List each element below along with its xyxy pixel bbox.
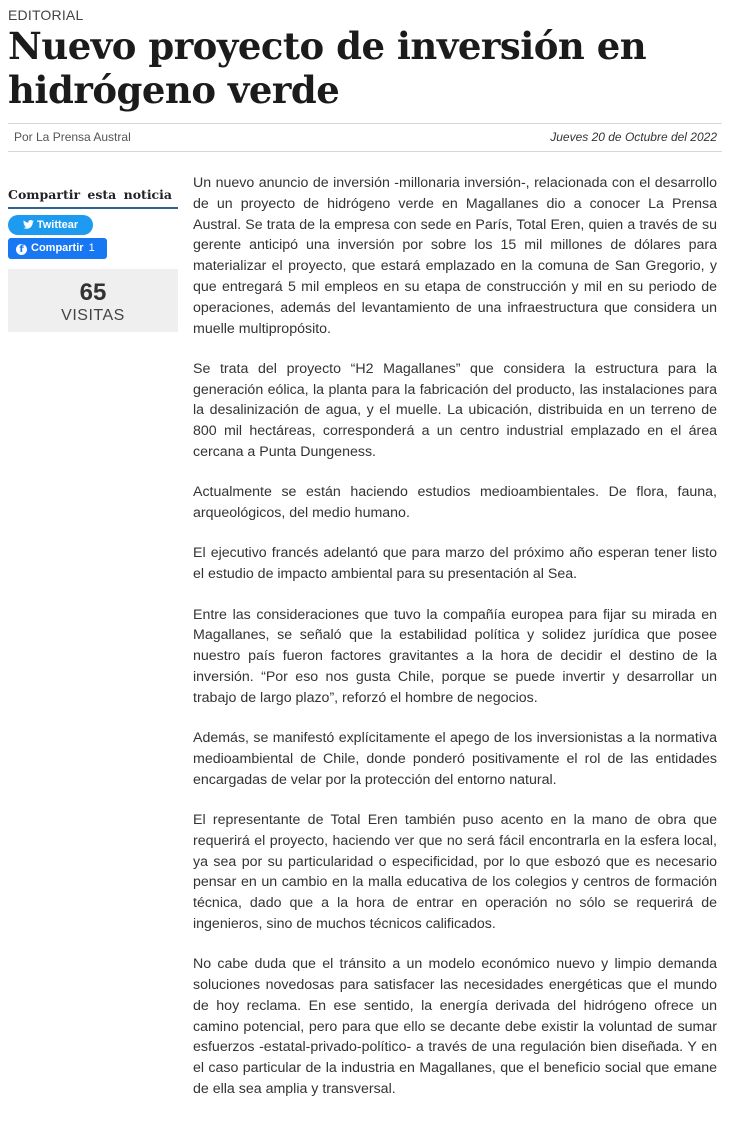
section-label[interactable]: EDITORIAL	[8, 7, 84, 23]
facebook-share-count: 1	[88, 242, 95, 254]
facebook-icon: f	[16, 244, 27, 255]
article-paragraph: Un nuevo anuncio de inversión -millonaria inversión-, relacionada con el desarrollo de un proyecto de hidrógeno verde en Magallanes dio a conocer La Prensa Austral. Se trata de la empresa con sede en París, Total Eren, quien a través de su gerente anticipó una inversión por sobre los 15 mil millones de dólares para materializar el proyecto, que estará emplazado en la comuna de San Gregorio, y que entregará 5 mil empleos en su etapa de construcción y mil en su periodo de operaciones, además del levantamiento de una infraestructura que considera un muelle multipropósito.	[193, 175, 717, 337]
twitter-bird-icon	[23, 220, 34, 229]
header-divider-top	[8, 123, 722, 124]
visits-count: 65	[79, 279, 107, 306]
facebook-share-label: Compartir	[31, 242, 84, 254]
article-paragraph: Actualmente se están haciendo estudios medioambientales. De flora, fauna, arqueológicos, del medio humano.	[193, 484, 717, 522]
byline: Por La Prensa Austral	[14, 130, 131, 144]
article-paragraph: Se trata del proyecto “H2 Magallanes” que considera la estructura para la generación eólica, la planta para la fabricación del producto, las instalaciones para la desalinización de agua, y el muelle. La ubicación, distribuida en un terreno de 800 mil hectáreas, corresponderá a un centro industrial emplazado en el área cercana a Punta Dungeness.	[193, 360, 717, 461]
article-paragraph: Entre las consideraciones que tuvo la compañía europea para fijar su mirada en Magallanes, se señaló que la estabilidad política y solidez jurídica que posee nuestro país fueron factores gravitantes a la hora de decidir el destino de la inversión. “Por eso nos gusta Chile, porque se puede invertir y desarrollar un trabajo de largo plazo”, reforzó el hombre de negocios.	[193, 606, 717, 706]
facebook-share-button[interactable]	[8, 238, 107, 259]
twitter-share-label: Twittear	[36, 219, 79, 231]
article-paragraph: Además, se manifestó explícitamente el apego de los inversionistas a la normativa medioambiental de Chile, donde ponderó positivamente el rol de las entidades encargadas de velar por la protección del entorno natural.	[193, 730, 717, 788]
visits-label: VISITAS	[61, 307, 125, 324]
publish-date: Jueves 20 de Octubre del 2022	[550, 130, 717, 144]
share-title: Compartir esta noticia	[8, 187, 173, 202]
article-paragraph: El ejecutivo francés adelantó que para marzo del próximo año esperan tener listo el estudio de impacto ambiental para su presentación al Sea.	[193, 545, 717, 583]
page-title: Nuevo proyecto de inversión en hidrógeno verde	[8, 24, 647, 112]
article-paragraph: No cabe duda que el tránsito a un modelo económico nuevo y limpio demanda soluciones novedosas para satisfacer las necesidades energéticas que el mundo de hoy reclama. En ese sentido, la energía derivada del hidrógeno ofrece un camino potencial, pero para que ello se decante debe existir la voluntad de sumar esfuerzos -estatal-privado-político- a través de una regulación bien diseñada. Y en el caso particular de la industria en Magallanes, que el beneficio social que emane de ella sea amplia y transversal.	[193, 956, 717, 1097]
share-divider	[8, 207, 178, 209]
article-paragraph: El representante de Total Eren también puso acento en la mano de obra que requerirá el proyecto, haciendo ver que no será fácil encontrarla en la esfera local, ya sea por su particularidad o especificidad, por lo que esbozó que es necesario pensar en un cambio en la malla educativa de los colegios y centros de formación técnica, dado que a la hora de entrar en operación no sólo se requerirá de ingenieros, sino de muchos técnicos calificados.	[193, 811, 717, 932]
twitter-share-button[interactable]	[8, 215, 93, 235]
visits-counter	[8, 269, 178, 332]
article-body	[193, 173, 717, 1119]
header-divider-bottom	[8, 151, 722, 152]
